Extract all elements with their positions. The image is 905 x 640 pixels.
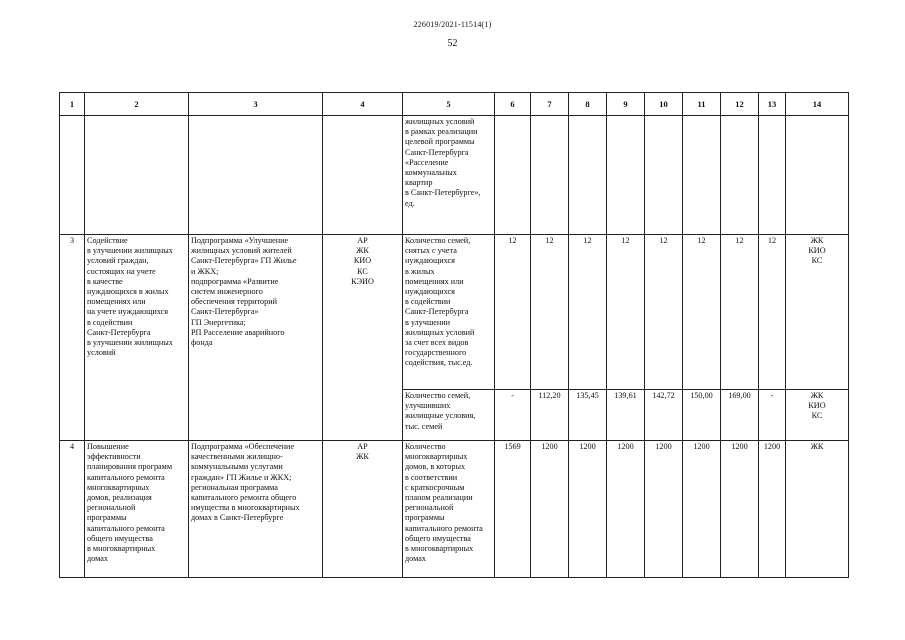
col-header: 14 [786,93,849,116]
cell-empty [721,116,759,235]
value-cell: 12 [645,235,683,390]
indicator-cell: Количество многоквартирных домов, в которых в соответствии с краткосрочным планом реализации региональной программы капитального ремонта общего имущества в многоквартирных домах [403,441,495,578]
value-cell: 1200 [607,441,645,578]
col-header: 4 [323,93,403,116]
value-cell: 142,72 [645,390,683,441]
col-header: 2 [85,93,189,116]
value-cell: - [495,390,531,441]
program-cell: Подпрограмма «Улучшение жилищных условий жителей Санкт-Петербурга» ГП Жилье и ЖКХ; подпрограмма «Развитие систем инженерного обеспечения территорий Санкт-Петербурга» ГП Энергетика; РП Расселение аварийного фонда [189,235,323,441]
value-cell: 12 [607,235,645,390]
table-row [60,116,849,235]
col-header: 12 [721,93,759,116]
value-cell: 135,45 [569,390,607,441]
value-cell: 1200 [683,441,721,578]
table-row [60,441,849,578]
value-cell: 12 [569,235,607,390]
value-cell: 169,00 [721,390,759,441]
program-cell: Подпрограмма «Обеспечение качественными жилищно- коммунальными услугами граждан» ГП Жилье и ЖКХ; региональная программа капитального ремонта общего имущества в многоквартирных домах в Санкт-Петербурге [189,441,323,578]
col-header: 7 [531,93,569,116]
col-header: 13 [759,93,786,116]
measure-cell: Содействие в улучшении жилищных условий граждан, состоящих на учете в качестве нуждающихся в жилых помещениях или на учете нуждающихся в содействии Санкт-Петербурга в улучшении жилищных условий [85,235,189,441]
measure-cell: Повышение эффективности планирования программ капитального ремонта многоквартирных домов, реализация региональной программы капитального ремонта общего имущества в многоквартирных домах [85,441,189,578]
value-cell: 12 [759,235,786,390]
value-cell: 12 [531,235,569,390]
value-cell: 12 [721,235,759,390]
value-cell: 12 [683,235,721,390]
value-cell: 1200 [569,441,607,578]
cell-empty [495,116,531,235]
cell-empty [323,116,403,235]
value-cell: 1200 [759,441,786,578]
col-header: 8 [569,93,607,116]
cell-empty [786,116,849,235]
cell-empty [683,116,721,235]
cell-empty [569,116,607,235]
table-row [60,235,849,390]
value-cell: 150,00 [683,390,721,441]
col-header: 6 [495,93,531,116]
indicator-cell: Количество семей, улучшивших жилищные условия, тыс. семей [403,390,495,441]
row-number: 3 [60,235,85,441]
value-cell: 1200 [531,441,569,578]
executors-cell: АР ЖК КИО КС КЭИО [323,235,403,441]
cell-empty [85,116,189,235]
col-header: 10 [645,93,683,116]
value-cell: 1200 [645,441,683,578]
value-cell: 139,61 [607,390,645,441]
cell-empty [189,116,323,235]
responsible-cell: ЖК [786,441,849,578]
value-cell: 12 [495,235,531,390]
col-header: 9 [607,93,645,116]
document-id: 226019/2021-11514(1) [413,20,492,29]
cell-empty [645,116,683,235]
col-header: 11 [683,93,721,116]
executors-cell: АР ЖК [323,441,403,578]
indicator-cell: Количество семей, снятых с учета нуждающихся в жилых помещениях или нуждающихся в содействии Санкт-Петербурга в улучшении жилищных условий за счет всех видов государственного содействия, тыс.ед. [403,235,495,390]
col-header: 5 [403,93,495,116]
row-number: 4 [60,441,85,578]
value-cell: 1200 [721,441,759,578]
value-cell: - [759,390,786,441]
table-header-row [60,93,849,116]
indicator-cell: жилищных условий в рамках реализации целевой программы Санкт-Петербурга «Расселение коммунальных квартир в Санкт-Петербурге», ед. [403,116,495,235]
responsible-cell: ЖК КИО КС [786,235,849,390]
page-number: 52 [447,38,458,49]
cell-empty [759,116,786,235]
cell-empty [607,116,645,235]
value-cell: 112,20 [531,390,569,441]
responsible-cell: ЖК КИО КС [786,390,849,441]
cell-empty [531,116,569,235]
main-table [59,92,849,578]
col-header: 1 [60,93,85,116]
col-header: 3 [189,93,323,116]
cell-empty [60,116,85,235]
value-cell: 1569 [495,441,531,578]
